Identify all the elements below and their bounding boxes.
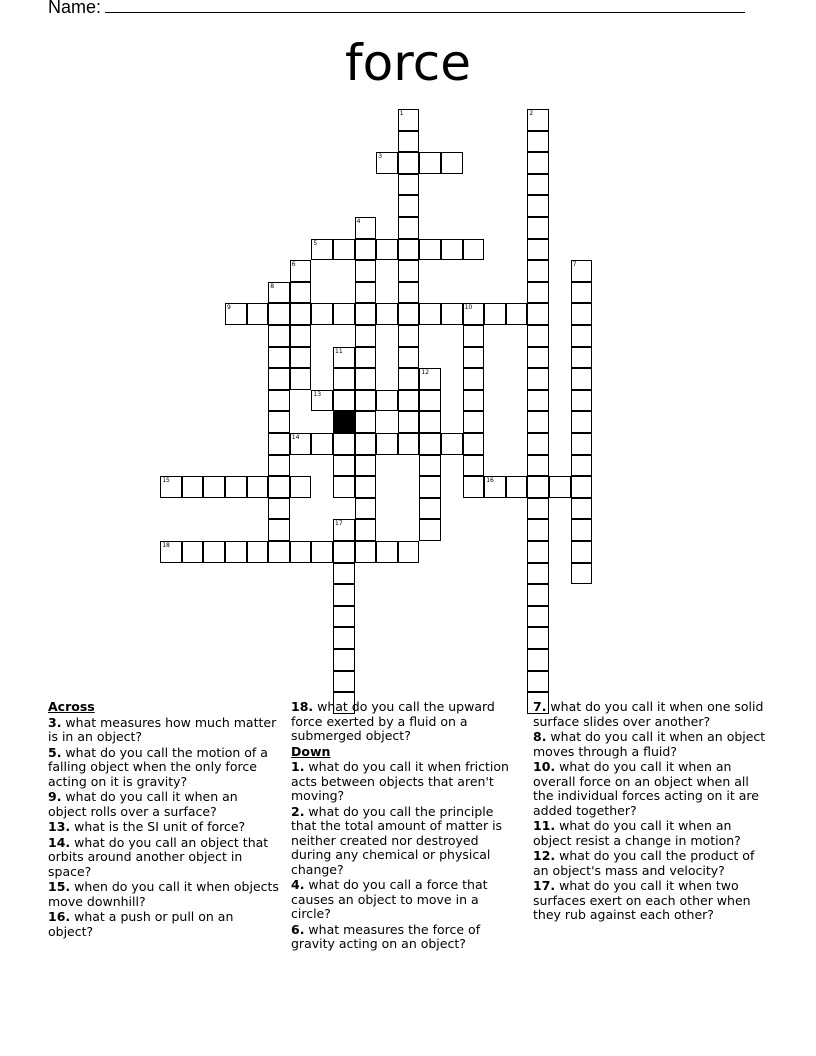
grid-cell[interactable] — [398, 131, 420, 153]
grid-cell[interactable] — [333, 627, 355, 649]
grid-cell[interactable] — [333, 433, 355, 455]
grid-cell[interactable] — [333, 347, 355, 369]
clue-number: 4 — [356, 218, 361, 225]
grid-cell[interactable] — [376, 152, 398, 174]
clue-item — [533, 730, 773, 759]
grid-cell[interactable] — [463, 455, 485, 477]
grid-cell[interactable] — [333, 239, 355, 261]
clue-text: what is the SI unit of force? — [70, 819, 246, 834]
grid-cell[interactable] — [290, 282, 312, 304]
grid-cell[interactable] — [268, 325, 290, 347]
grid-cell[interactable] — [225, 476, 247, 498]
grid-cell[interactable] — [355, 303, 377, 325]
grid-cell[interactable] — [398, 368, 420, 390]
down-clue-list — [291, 760, 519, 952]
grid-cell[interactable] — [441, 152, 463, 174]
grid-cell[interactable] — [441, 433, 463, 455]
grid-cell[interactable] — [376, 303, 398, 325]
grid-cell[interactable] — [571, 303, 593, 325]
down-clue-list-continued — [533, 700, 773, 923]
clue-number: 18 — [162, 542, 170, 549]
grid-cell[interactable] — [527, 217, 549, 239]
clue-number: 1 — [399, 110, 404, 117]
grid-cell[interactable] — [355, 498, 377, 520]
clue-item — [291, 805, 519, 878]
grid-cell[interactable] — [333, 584, 355, 606]
grid-cell[interactable] — [398, 217, 420, 239]
grid-cell[interactable] — [463, 433, 485, 455]
clue-text: what measures how much matter is in an object? — [48, 714, 277, 744]
grid-cell[interactable] — [268, 368, 290, 390]
clue-text: what do you call the principle that the total amount of matter is neither created nor destroyed during any chemical or physical change? — [291, 803, 503, 877]
grid-cell[interactable] — [419, 368, 441, 390]
grid-cell[interactable] — [527, 390, 549, 412]
grid-cell[interactable] — [571, 347, 593, 369]
clue-text: what do you call it when an object rolls over a surface? — [48, 789, 238, 819]
grid-cell[interactable] — [290, 541, 312, 563]
grid-cell[interactable] — [398, 433, 420, 455]
grid-cell[interactable] — [419, 152, 441, 174]
grid-cell[interactable] — [268, 303, 290, 325]
grid-cell[interactable] — [398, 325, 420, 347]
clue-item — [48, 790, 280, 819]
grid-cell[interactable] — [419, 239, 441, 261]
grid-cell[interactable] — [527, 584, 549, 606]
grid-cell[interactable] — [398, 390, 420, 412]
grid-cell[interactable] — [398, 347, 420, 369]
grid-cell[interactable] — [290, 260, 312, 282]
grid-cell[interactable] — [398, 174, 420, 196]
grid-cell[interactable] — [398, 152, 420, 174]
grid-cell[interactable] — [355, 347, 377, 369]
clue-number: 13. — [48, 819, 71, 834]
grid-cell[interactable] — [268, 390, 290, 412]
grid-cell[interactable] — [333, 368, 355, 390]
grid-cell[interactable] — [290, 325, 312, 347]
grid-cell[interactable] — [571, 563, 593, 585]
clue-number: 7 — [572, 261, 577, 269]
grid-cell[interactable] — [333, 303, 355, 325]
clues-column-1 — [48, 700, 280, 940]
grid-cell[interactable] — [398, 109, 420, 131]
clue-item — [533, 760, 773, 818]
grid-cell[interactable] — [355, 368, 377, 390]
clue-text: what measures the force of gravity acting on an object? — [291, 921, 481, 951]
clue-number: 12. — [533, 848, 556, 863]
grid-cell[interactable] — [506, 303, 528, 325]
clue-text: what do you call it when two surfaces exert on each other when they rub against each other? — [533, 878, 751, 922]
grid-cell[interactable] — [290, 433, 312, 455]
clue-item — [48, 820, 280, 835]
grid-cell[interactable] — [333, 606, 355, 628]
clue-number: 9. — [48, 789, 62, 804]
clue-number: 14 — [291, 434, 300, 441]
grid-cell[interactable] — [571, 282, 593, 304]
grid-cell[interactable] — [355, 217, 377, 239]
grid-cell[interactable] — [527, 152, 549, 174]
grid-cell[interactable] — [333, 563, 355, 585]
grid-cell[interactable] — [527, 411, 549, 433]
clue-number: 12 — [421, 369, 430, 377]
grid-cell[interactable] — [268, 476, 290, 498]
grid-cell[interactable] — [571, 411, 593, 433]
grid-cell[interactable] — [463, 347, 485, 369]
grid-cell[interactable] — [355, 476, 377, 498]
grid-cell[interactable] — [527, 303, 549, 325]
grid-cell[interactable] — [527, 498, 549, 520]
grid-cell[interactable] — [355, 390, 377, 412]
clue-item — [291, 923, 519, 952]
grid-cell[interactable] — [571, 390, 593, 412]
grid-cell[interactable] — [571, 368, 593, 390]
grid-cell[interactable] — [419, 476, 441, 498]
grid-cell[interactable] — [527, 541, 549, 563]
clue-number: 13 — [313, 390, 322, 398]
clue-number: 2 — [529, 110, 534, 117]
across-clue-list — [48, 716, 280, 940]
clue-item — [291, 760, 519, 804]
clue-number: 14. — [48, 834, 71, 850]
clue-text: what do you call an object that orbits around another object in space? — [48, 834, 269, 879]
grid-cell[interactable] — [527, 455, 549, 477]
clue-number: 1. — [291, 759, 305, 774]
grid-cell[interactable] — [398, 282, 420, 304]
clue-item — [533, 849, 773, 878]
grid-cell[interactable] — [527, 325, 549, 347]
grid-cell[interactable] — [549, 476, 571, 498]
grid-cell[interactable] — [333, 519, 355, 541]
grid-cell[interactable] — [311, 303, 333, 325]
grid-cell[interactable] — [355, 541, 377, 563]
clue-item — [48, 910, 280, 939]
grid-cell[interactable] — [311, 239, 333, 261]
clue-item — [533, 700, 773, 729]
grid-cell[interactable] — [182, 541, 204, 563]
black-square — [333, 411, 355, 433]
clue-number: 17 — [335, 520, 343, 528]
grid-cell[interactable] — [290, 368, 312, 390]
clue-text: what do you call a force that causes an object to move in a circle? — [291, 877, 488, 921]
grid-cell[interactable] — [355, 282, 377, 304]
grid-cell[interactable] — [268, 455, 290, 477]
grid-cell[interactable] — [268, 433, 290, 455]
grid-cell[interactable] — [333, 390, 355, 412]
clue-number: 9 — [227, 304, 231, 312]
grid-cell[interactable] — [527, 347, 549, 369]
clue-number: 8. — [533, 729, 547, 744]
clue-number: 17. — [533, 878, 556, 893]
clue-number: 7. — [533, 699, 547, 714]
grid-cell[interactable] — [398, 303, 420, 325]
grid-cell[interactable] — [333, 649, 355, 671]
puzzle-title: force — [345, 34, 471, 92]
grid-cell[interactable] — [419, 519, 441, 541]
grid-cell[interactable] — [398, 239, 420, 261]
grid-cell[interactable] — [311, 541, 333, 563]
grid-cell[interactable] — [527, 131, 549, 153]
grid-cell[interactable] — [527, 282, 549, 304]
grid-cell[interactable] — [247, 476, 269, 498]
clue-text: what do you call it when an object resist a change in motion? — [533, 818, 741, 848]
grid-cell[interactable] — [333, 455, 355, 477]
grid-cell[interactable] — [333, 541, 355, 563]
down-heading: Down — [291, 743, 331, 759]
grid-cell[interactable] — [247, 303, 269, 325]
grid-cell[interactable] — [527, 606, 549, 628]
grid-cell[interactable] — [419, 498, 441, 520]
grid-cell[interactable] — [419, 411, 441, 433]
grid-cell[interactable] — [225, 303, 247, 325]
grid-cell[interactable] — [398, 195, 420, 217]
clue-item — [48, 746, 280, 790]
clue-text: what do you call the upward force exerted by a fluid on a submerged object? — [291, 699, 495, 743]
clue-number: 11 — [335, 347, 343, 355]
clue-text: what a push or pull on an object? — [48, 909, 234, 939]
clues-column-2 — [291, 700, 519, 953]
clue-number: 4. — [291, 877, 305, 892]
grid-cell[interactable] — [527, 649, 549, 671]
grid-cell[interactable] — [376, 541, 398, 563]
grid-cell[interactable] — [441, 239, 463, 261]
grid-cell[interactable] — [160, 541, 182, 563]
clue-number: 10 — [464, 304, 473, 312]
grid-cell[interactable] — [484, 303, 506, 325]
across-heading: Across — [48, 699, 95, 714]
clue-number: 15. — [48, 879, 71, 894]
clues-column-3 — [533, 700, 773, 924]
clue-number: 8 — [270, 282, 275, 290]
grid-cell[interactable] — [355, 519, 377, 541]
grid-cell[interactable] — [441, 303, 463, 325]
grid-cell[interactable] — [160, 476, 182, 498]
grid-cell[interactable] — [571, 541, 593, 563]
grid-cell[interactable] — [527, 519, 549, 541]
clue-number: 15 — [162, 477, 170, 485]
grid-cell[interactable] — [527, 627, 549, 649]
grid-cell[interactable] — [419, 433, 441, 455]
clue-item — [291, 878, 519, 922]
grid-cell[interactable] — [311, 433, 333, 455]
clue-number: 2. — [291, 803, 305, 819]
clue-text: what do you call it when an overall force on an object when all the individual forces acting on it are added together? — [533, 759, 759, 818]
clue-text: when do you call it when objects move downhill? — [48, 879, 279, 909]
grid-cell[interactable] — [419, 390, 441, 412]
grid-cell[interactable] — [571, 498, 593, 520]
grid-cell[interactable] — [571, 433, 593, 455]
grid-cell[interactable] — [419, 303, 441, 325]
clue-item — [533, 879, 773, 923]
grid-cell[interactable] — [290, 476, 312, 498]
grid-cell[interactable] — [398, 411, 420, 433]
grid-cell[interactable] — [355, 260, 377, 282]
grid-cell[interactable] — [571, 519, 593, 541]
clue-number: 5 — [313, 239, 318, 247]
grid-cell[interactable] — [268, 411, 290, 433]
clue-text: what do you call it when an object moves through a fluid? — [533, 729, 766, 759]
grid-cell[interactable] — [182, 476, 204, 498]
clue-item — [48, 716, 280, 745]
grid-cell[interactable] — [463, 476, 485, 498]
grid-cell[interactable] — [376, 239, 398, 261]
clue-number: 6 — [291, 261, 296, 269]
grid-cell[interactable] — [398, 260, 420, 282]
name-underline — [105, 0, 745, 13]
grid-cell[interactable] — [463, 303, 485, 325]
grid-cell[interactable] — [355, 325, 377, 347]
name-label: Name: — [48, 0, 102, 17]
grid-cell[interactable] — [268, 541, 290, 563]
grid-cell[interactable] — [268, 498, 290, 520]
grid-cell[interactable] — [463, 411, 485, 433]
grid-cell[interactable] — [571, 325, 593, 347]
grid-cell[interactable] — [527, 476, 549, 498]
grid-cell[interactable] — [268, 519, 290, 541]
grid-cell[interactable] — [463, 368, 485, 390]
grid-cell[interactable] — [527, 368, 549, 390]
grid-cell[interactable] — [527, 671, 549, 693]
grid-cell[interactable] — [203, 541, 225, 563]
clue-number: 5. — [48, 744, 62, 760]
grid-cell[interactable] — [203, 476, 225, 498]
clue-item — [48, 880, 280, 909]
across-clue-list-continued — [291, 700, 519, 744]
grid-cell[interactable] — [527, 174, 549, 196]
grid-cell[interactable] — [527, 195, 549, 217]
clue-item — [48, 836, 280, 880]
clue-number: 10. — [533, 759, 556, 774]
grid-cell[interactable] — [355, 433, 377, 455]
clue-number: 16 — [486, 477, 494, 485]
clue-text: what do you call it when one solid surface slides over another? — [533, 699, 764, 729]
grid-cell[interactable] — [506, 476, 528, 498]
clue-number: 3. — [48, 714, 62, 730]
grid-cell[interactable] — [398, 541, 420, 563]
grid-cell[interactable] — [333, 476, 355, 498]
grid-cell[interactable] — [355, 239, 377, 261]
grid-cell[interactable] — [376, 390, 398, 412]
grid-cell[interactable] — [376, 433, 398, 455]
grid-cell[interactable] — [268, 282, 290, 304]
clue-text: what do you call the motion of a falling object when the only force acting on it is gravity? — [48, 744, 268, 789]
clue-number: 3 — [378, 153, 383, 161]
grid-cell[interactable] — [463, 239, 485, 261]
clue-number: 18. — [291, 699, 314, 714]
grid-cell[interactable] — [527, 109, 549, 131]
grid-cell[interactable] — [247, 541, 269, 563]
grid-cell[interactable] — [355, 455, 377, 477]
grid-cell[interactable] — [290, 347, 312, 369]
clue-number: 6. — [291, 921, 305, 937]
grid-cell[interactable] — [484, 476, 506, 498]
grid-cell[interactable] — [527, 239, 549, 261]
clue-text: what do you call the product of an object's mass and velocity? — [533, 848, 755, 878]
grid-cell[interactable] — [571, 476, 593, 498]
grid-cell[interactable] — [571, 260, 593, 282]
grid-cell[interactable] — [290, 303, 312, 325]
grid-cell[interactable] — [419, 455, 441, 477]
clue-number: 16. — [48, 909, 71, 924]
grid-cell[interactable] — [268, 347, 290, 369]
clue-number: 11. — [533, 818, 556, 833]
clue-item — [291, 700, 519, 744]
grid-cell[interactable] — [527, 260, 549, 282]
grid-cell[interactable] — [527, 563, 549, 585]
clue-text: what do you call it when friction acts between objects that aren't moving? — [291, 759, 509, 803]
grid-cell[interactable] — [311, 390, 333, 412]
clue-item — [533, 819, 773, 848]
grid-cell[interactable] — [355, 411, 377, 433]
grid-cell[interactable] — [463, 390, 485, 412]
grid-cell[interactable] — [333, 671, 355, 693]
grid-cell[interactable] — [463, 325, 485, 347]
grid-cell[interactable] — [571, 455, 593, 477]
grid-cell[interactable] — [225, 541, 247, 563]
name-field — [48, 0, 745, 18]
grid-cell[interactable] — [527, 433, 549, 455]
